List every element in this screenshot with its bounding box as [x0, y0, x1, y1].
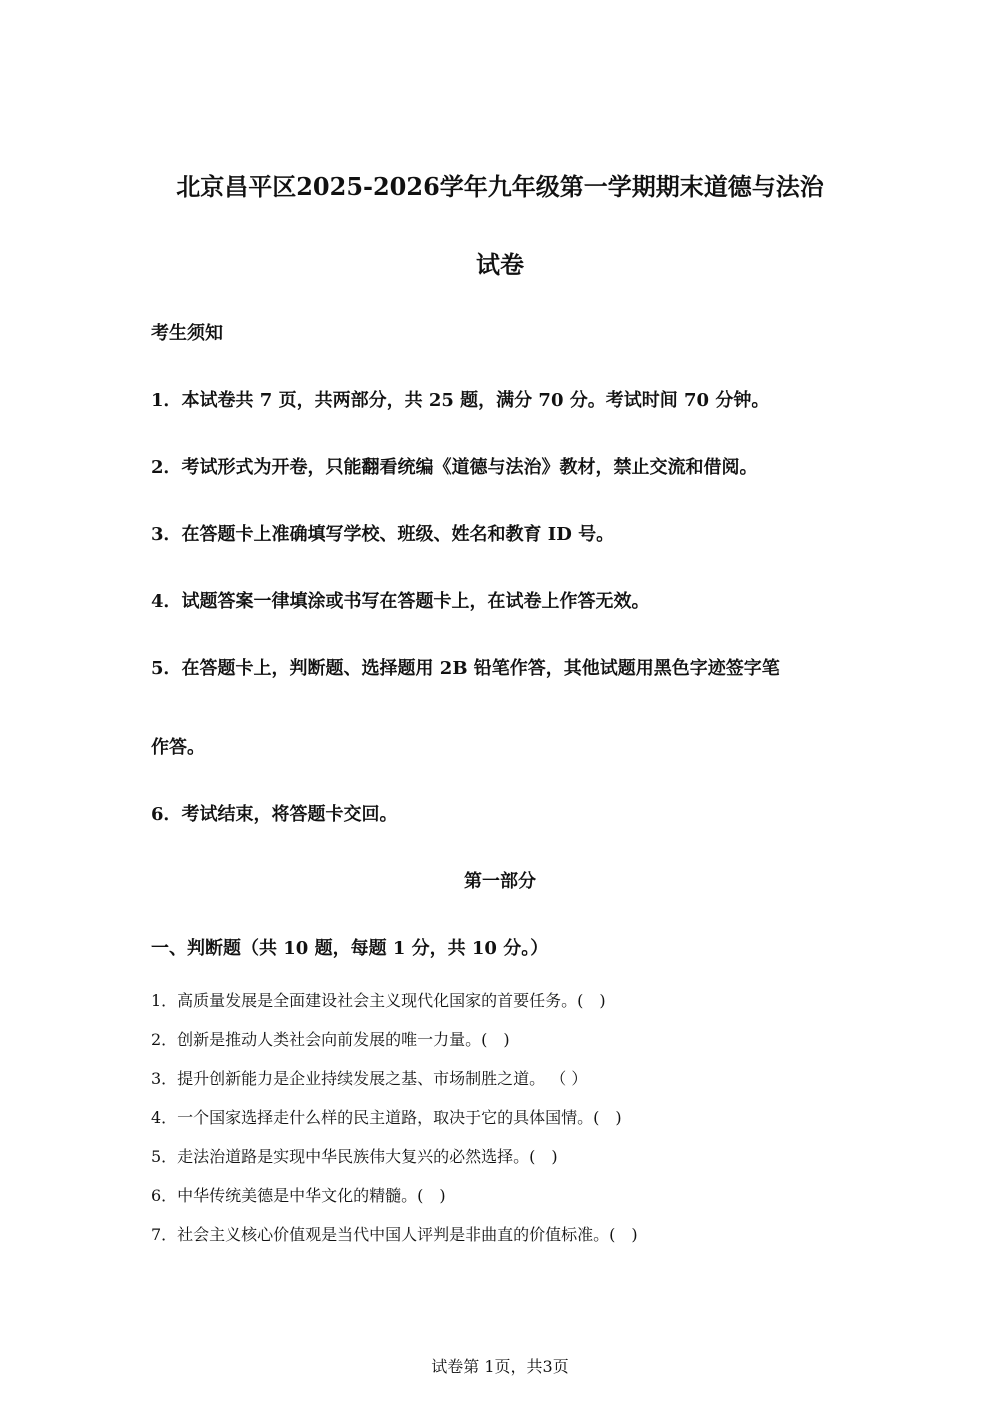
notice-item-4: 4．试题答案一律填涂或书写在答题卡上，在试卷上作答无效。 [151, 591, 650, 612]
notice-heading: 考生须知 [151, 323, 223, 344]
question-item-1: 1．高质量发展是全面建设社会主义现代化国家的首要任务。( ) [151, 991, 606, 1010]
question-item-7: 7．社会主义核心价值观是当代中国人评判是非曲直的价值标准。( ) [151, 1225, 638, 1244]
notice-item-3: 3．在答题卡上准确填写学校、班级、姓名和教育 ID 号。 [151, 524, 615, 545]
section-heading: 一、判断题（共 10 题，每题 1 分，共 10 分。） [151, 938, 549, 959]
question-item-5: 5．走法治道路是实现中华民族伟大复兴的必然选择。( ) [151, 1147, 558, 1166]
question-item-4: 4．一个国家选择走什么样的民主道路，取决于它的具体国情。( ) [151, 1108, 622, 1127]
exam-title-line1: 北京昌平区2025-2026学年九年级第一学期期末道德与法治 [176, 172, 824, 201]
page-footer: 试卷第 1页，共3页 [431, 1357, 569, 1376]
notice-item-5: 5．在答题卡上，判断题、选择题用 2B 铅笔作答，其他试题用黑色字迹签字笔 [151, 658, 780, 679]
exam-title-line2: 试卷 [476, 250, 524, 279]
question-list [151, 990, 638, 1263]
notice-item-1: 1．本试卷共 7 页，共两部分，共 25 题，满分 70 分。考试时间 70 分钟。 [151, 390, 770, 411]
question-item-3: 3．提升创新能力是企业持续发展之基、市场制胜之道。 （ ） [151, 1069, 588, 1088]
notice-item-6: 6．考试结束，将答题卡交回。 [151, 804, 398, 825]
question-item-2: 2．创新是推动人类社会向前发展的唯一力量。( ) [151, 1030, 510, 1049]
question-item-6: 6．中华传统美德是中华文化的精髓。( ) [151, 1186, 446, 1205]
notice-item-5-continuation: 作答。 [151, 737, 205, 758]
notice-item-2: 2．考试形式为开卷，只能翻看统编《道德与法治》教材，禁止交流和借阅。 [151, 457, 758, 478]
part-heading: 第一部分 [464, 871, 536, 892]
